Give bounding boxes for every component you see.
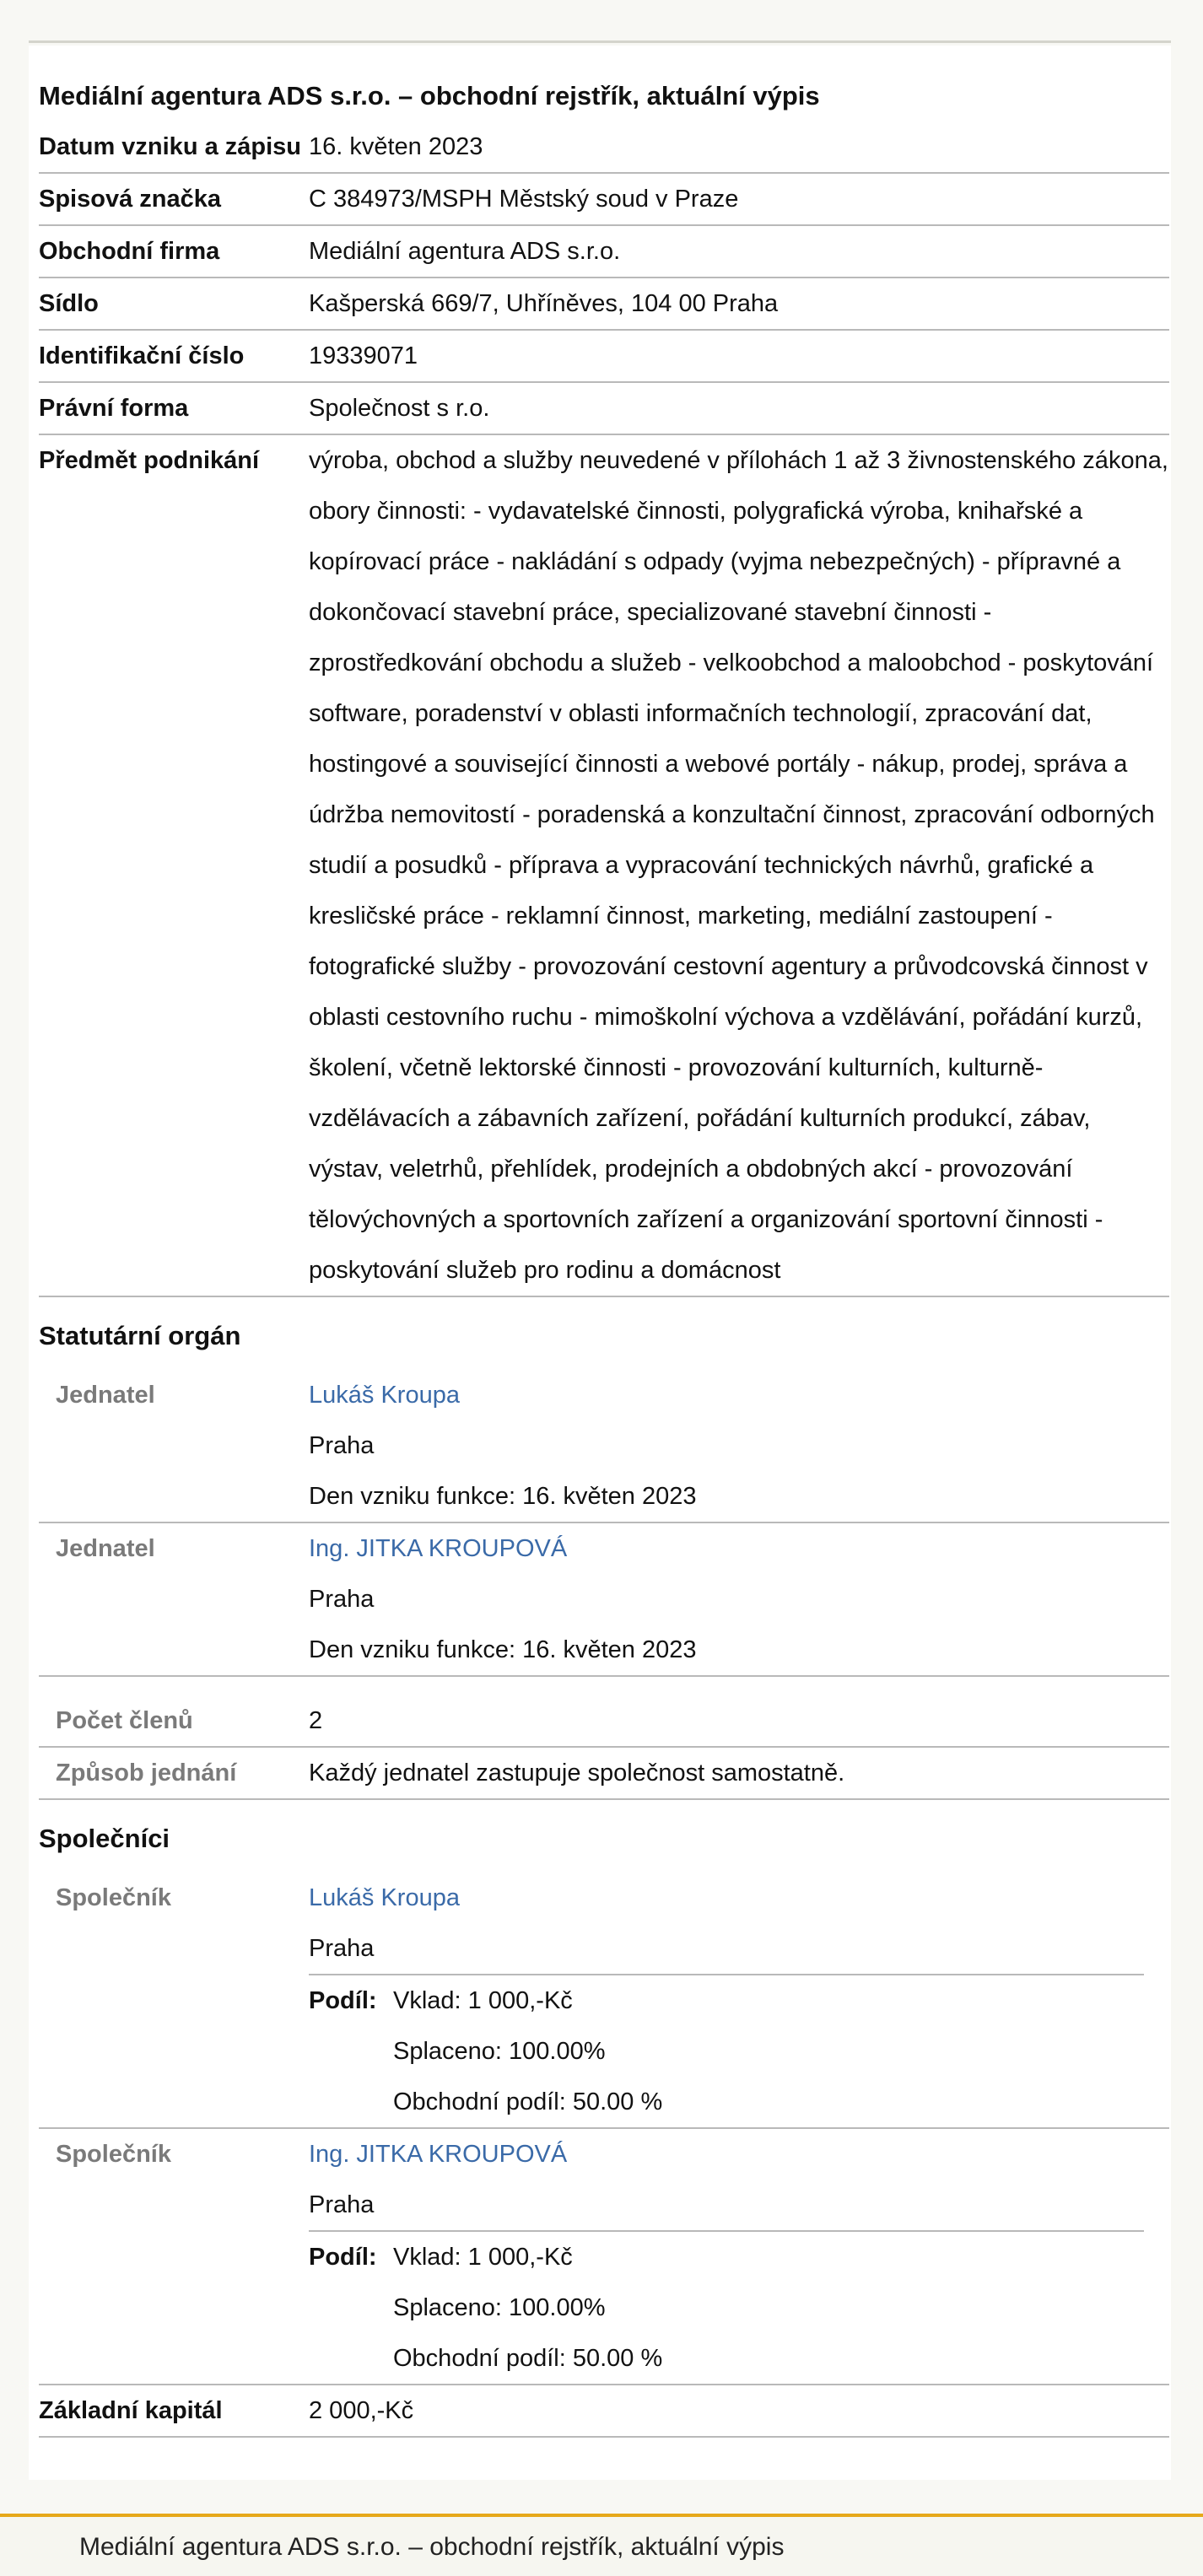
member-role: Jednatel [56,1535,155,1562]
top-divider [29,40,1171,43]
forma-label: Právní forma [39,395,189,422]
zpusob-label: Způsob jednání [56,1760,237,1786]
kapital-value: 2 000,-Kč [309,2397,414,2424]
predmet-label: Předmět podnikání [39,447,260,474]
spolecnik-name-link[interactable]: Ing. JITKA KROUPOVÁ [309,2141,568,2168]
member-name-link[interactable]: Ing. JITKA KROUPOVÁ [309,1535,568,1562]
member-name-link[interactable]: Lukáš Kroupa [309,1382,460,1409]
datum-label: Datum vzniku a zápisu [39,133,302,160]
pocet-label: Počet členů [56,1707,193,1734]
ico-value: 19339071 [309,342,418,369]
predmet-value: výroba, obchod a služby neuvedené v přílohách 1 až 3 živnostenského zákona, obory činnosti: - vydavatelské činnosti, polygrafická výroba, knihařské a kopírovací práce - nakládání s odpady (vyjma nebezpečných) - přípravné a dokončovací stavební práce, specializované stavební činnosti - zprostředkování obchodu a služeb - velkoobchod a maloobchod - poskytování software, poradenství v oblasti informačních technologií, zpracování dat, hostingové a související činnosti a webové portály - nákup, prodej, správa a údržba nemovitostí - poradenská a konzultační činnost, zpracování odborných studií a posudků - příprava a vypracování technických návrhů, grafické a kresličské práce - reklamní činnost, marketing, mediální zastoupení - fotografické služby - provozování cestovní agentury a průvodcovská činnost v oblasti cestovního ruchu - mimoškolní výchova a vzdělávání, pořádání kurzů, školení, včetně lektorské činnosti - provozování kulturních, kulturně-vzdělávacích a zábavních zařízení, pořádání kulturních produkcí, zábav, výstav, veletrhů, přehlídek, prodejních a obdobných akcí - provozování tělovýchovných a sportovních zařízení a organizování sportovní činnosti - poskytování služeb pro rodinu a domácnost [309,447,1168,1284]
sidlo-value: Kašperská 669/7, Uhříněves, 104 00 Praha [309,290,779,317]
member-city: Praha [309,1586,375,1613]
share-podil: Obchodní podíl: 50.00 % [393,2345,663,2372]
share-block [309,2230,1144,2384]
firma-value: Mediální agentura ADS s.r.o. [309,238,621,265]
share-splaceno: Splaceno: 100.00% [393,2294,606,2321]
spolecnik-member [39,2129,1169,2385]
share-label: Podíl: [309,2244,377,2271]
spolecnik-role: Společník [56,2141,171,2168]
firma-label: Obchodní firma [39,238,220,265]
statutar-heading: Statutární orgán [39,1321,241,1350]
row-datum [39,121,1169,174]
spisova-label: Spisová značka [39,186,221,213]
sidlo-label: Sídlo [39,290,99,317]
ico-label: Identifikační číslo [39,342,245,369]
spolecnik-name-link[interactable]: Lukáš Kroupa [309,1884,460,1911]
spolecnik-city: Praha [309,2191,375,2218]
zpusob-value: Každý jednatel zastupuje společnost samostatně. [309,1760,845,1786]
registry-extract [29,46,1171,2480]
row-predmet [39,435,1169,1297]
member-since: Den vzniku funkce: 16. květen 2023 [309,1636,697,1663]
footer-title: Mediální agentura ADS s.r.o. – obchodní rejstřík, aktuální výpis [79,2533,785,2561]
forma-value: Společnost s r.o. [309,395,490,422]
share-splaceno: Splaceno: 100.00% [393,2038,606,2065]
share-podil: Obchodní podíl: 50.00 % [393,2088,663,2115]
spolecnik-member [39,1873,1169,2129]
page-title: Mediální agentura ADS s.r.o. – obchodní rejstřík, aktuální výpis [39,81,820,110]
row-spisova [39,174,1169,226]
member-role: Jednatel [56,1382,155,1409]
statutar-member [39,1523,1169,1677]
footer-bar [0,2514,1203,2576]
member-since: Den vzniku funkce: 16. květen 2023 [309,1483,697,1510]
row-forma [39,383,1169,435]
pocet-value: 2 [309,1707,323,1734]
spolecnik-role: Společník [56,1884,171,1911]
row-sidlo [39,278,1169,331]
share-label: Podíl: [309,1987,377,2014]
statutar-member [39,1370,1169,1523]
member-city: Praha [309,1432,375,1459]
datum-value: 16. květen 2023 [309,133,483,160]
row-pocet [39,1677,1169,1748]
share-vklad: Vklad: 1 000,-Kč [393,1987,573,2014]
row-kapital [39,2385,1169,2438]
spolecnici-heading: Společníci [39,1824,170,1853]
share-vklad: Vklad: 1 000,-Kč [393,2244,573,2271]
spolecnik-city: Praha [309,1935,375,1962]
row-ico [39,331,1169,383]
row-zpusob [39,1748,1169,1800]
kapital-label: Základní kapitál [39,2397,223,2424]
row-firma [39,226,1169,278]
spisova-value: C 384973/MSPH Městský soud v Praze [309,186,739,213]
share-block [309,1974,1144,2127]
